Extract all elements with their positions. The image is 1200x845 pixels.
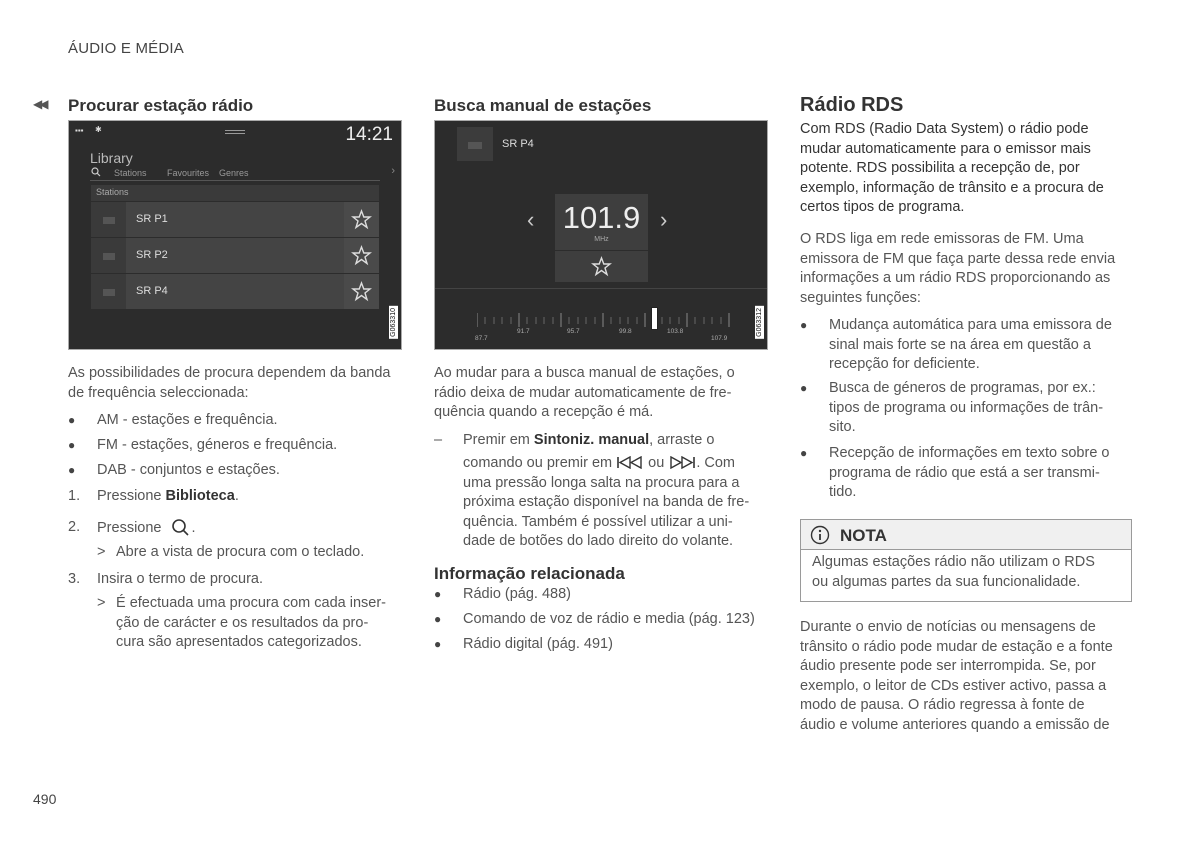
step-end: . [191, 520, 196, 536]
para-line: emissora de FM que faça parte dessa rede envia [800, 250, 1116, 267]
star-icon[interactable] [555, 251, 648, 282]
lead-line: exemplo, informação de trânsito e a procura de [800, 179, 1104, 196]
star-icon[interactable] [344, 238, 379, 273]
lead-line: potente. RDS possibilita a recepção de, por [800, 160, 1080, 176]
bullet: ● [68, 438, 76, 452]
frequency-scale[interactable] [477, 311, 730, 331]
body-line: quência quando a recepção é má. [434, 404, 654, 420]
list-item [800, 316, 807, 336]
step-line: próxima estação disponível na banda de fre- [463, 494, 750, 510]
result-marker: > [97, 544, 106, 560]
station-row[interactable] [91, 202, 379, 237]
list-item-line: Busca de géneros de programas, por ex.: [829, 380, 1096, 396]
info-icon [810, 525, 830, 550]
final-line: exemplo, o leitor de CDs estiver activo, passa a [800, 677, 1107, 694]
step-end: . [234, 488, 239, 504]
step-line: dade de botões do lado direito do volante. [463, 533, 734, 549]
para-line: informações a um rádio RDS proporcionando as [800, 270, 1111, 286]
related-link[interactable]: Rádio digital (pág. 491) [463, 636, 613, 652]
step-text: Pressione [97, 520, 162, 536]
scale-label: 107.9 [711, 335, 728, 342]
step-result-line: É efectuada uma procura com cada inser- [116, 595, 386, 611]
chevron-right-icon[interactable]: › [660, 207, 668, 232]
ui-term: Biblioteca [165, 488, 235, 504]
station-row[interactable] [91, 238, 379, 273]
search-station-title: Procurar estação rádio [68, 96, 254, 115]
handle-bar[interactable] [225, 130, 245, 131]
step-text: ou [648, 455, 665, 471]
note-line: ou algumas partes da sua funcionalidade. [812, 573, 1081, 590]
bullet: ● [68, 413, 76, 427]
step-number: 2. [68, 519, 81, 535]
list-item [800, 444, 807, 464]
list-item [800, 379, 807, 399]
radio-icon [103, 217, 115, 224]
step-text: comando ou premir em [463, 455, 613, 471]
list-item-line: tido. [829, 484, 857, 500]
bluetooth-icon: ✱ [95, 125, 102, 134]
lead-line: Com RDS (Radio Data System) o rádio pode [800, 121, 1089, 137]
divider [435, 288, 767, 289]
stations-section-label: Stations [96, 187, 129, 197]
list-item [68, 461, 75, 481]
note-line: Algumas estações rádio não utilizam o RDS [812, 554, 1095, 570]
list-item-line: sinal mais forte se na área em questão a [829, 336, 1091, 353]
final-line: áudio e volume anteriores quando a emissão de [800, 716, 1110, 733]
ui-term: Sintoniz. manual [533, 432, 650, 448]
body-line: rádio deixa de mudar automaticamente de fre- [434, 384, 732, 401]
bullet: ● [68, 463, 76, 477]
scale-label: 95.7 [567, 328, 580, 335]
step-line: uma pressão longa salta na procura para a [463, 474, 740, 491]
rds-title: Rádio RDS [800, 94, 904, 116]
chevron-left-icon[interactable]: ‹ [527, 207, 535, 232]
step-text: Premir em [463, 432, 530, 448]
star-icon[interactable] [344, 202, 379, 237]
bullet: ● [800, 381, 808, 395]
station-row[interactable] [91, 274, 379, 309]
list-item-text: DAB - conjuntos e estações. [97, 462, 280, 478]
scale-label: 103.8 [667, 328, 684, 335]
scale-label: 99.8 [619, 328, 632, 335]
related-link[interactable]: Comando de voz de rádio e media (pág. 123) [463, 611, 755, 627]
step-text: . Com [696, 455, 735, 471]
final-line: modo de pausa. O rádio regressa à fonte de [800, 697, 1085, 713]
double-left-arrow-icon: ◀◀ [33, 97, 46, 111]
list-item-line: programa de rádio que está a ser transmi- [829, 464, 1100, 481]
list-item-line: Mudança automática para uma emissora de [829, 317, 1112, 333]
list-item-text: AM - estações e frequência. [97, 412, 278, 428]
manual-search-title: Busca manual de estações [434, 96, 652, 115]
clock: 14:21 [345, 124, 393, 145]
list-item [434, 585, 441, 605]
frequency-display[interactable] [555, 194, 648, 250]
step-number: 1. [68, 488, 81, 504]
divider [90, 180, 380, 181]
section-label-bg [91, 185, 379, 201]
search-icon[interactable] [91, 167, 101, 179]
station-name: SR P1 [136, 213, 168, 225]
manual-tuning-screen [434, 120, 768, 350]
list-item [68, 411, 75, 431]
handle-bar-line [225, 133, 245, 134]
station-name: SR P2 [136, 249, 168, 261]
frequency-unit: MHz [594, 236, 609, 243]
final-line: Durante o envio de notícias ou mensagens de [800, 619, 1096, 635]
scale-label: 87.7 [475, 335, 488, 342]
step-3: Insira o termo de procura. [97, 571, 264, 587]
search-icon [170, 518, 192, 543]
lead-line: certos tipos de programa. [800, 199, 965, 215]
dash-marker: – [434, 432, 443, 448]
list-item-text: FM - estações, géneros e frequência. [97, 437, 338, 453]
figure-id: G063310 [390, 308, 397, 337]
step-result-line: cura são apresentados categorizados. [116, 634, 362, 650]
step-result: Abre a vista de procura com o teclado. [116, 544, 365, 560]
chevron-right-icon[interactable]: › [391, 165, 395, 177]
tab-genres[interactable]: Genres [219, 168, 249, 178]
step-line: quência. Também é possível utilizar a uni- [463, 513, 733, 530]
bullet: ● [434, 637, 442, 651]
list-item [68, 436, 75, 456]
list-item-line: Recepção de informações em texto sobre o [829, 445, 1110, 461]
tuning-needle[interactable] [651, 307, 658, 330]
tab-favourites[interactable]: Favourites [167, 168, 210, 178]
related-link[interactable]: Rádio (pág. 488) [463, 586, 572, 602]
para-line: seguintes funções: [800, 289, 921, 306]
final-line: trânsito o rádio pode mudar de estação e a fonte [800, 638, 1113, 655]
list-item-line: sito. [829, 419, 856, 435]
radio-icon [103, 253, 115, 260]
step-1 [97, 487, 239, 507]
radio-icon [103, 289, 115, 296]
final-line: áudio presente pode ser interrompida. Se, por [800, 658, 1096, 674]
star-icon[interactable] [344, 274, 379, 309]
library-screen [68, 120, 402, 350]
list-item-line: tipos de programa ou informações de trân- [829, 399, 1104, 416]
step-text: , arraste o [649, 432, 715, 448]
step-line [463, 454, 735, 476]
related-title: Informação relacionada [434, 564, 625, 583]
note-box [800, 519, 1132, 602]
scale-label: 91.7 [517, 328, 530, 335]
list-item-line: recepção for deficiente. [829, 356, 980, 372]
note-title: NOTA [840, 526, 887, 545]
lead-line: mudar automaticamente para o emissor mais [800, 140, 1091, 157]
tab-stations[interactable]: Stations [114, 168, 147, 178]
signal-icon: ▪▪▪ [75, 126, 84, 135]
step-text: Pressione [97, 488, 162, 504]
library-label: Library [90, 150, 133, 166]
step-line [463, 431, 714, 451]
frequency-value: 101.9 [562, 200, 641, 235]
section-header: ÁUDIO E MÉDIA [68, 40, 184, 57]
result-marker: > [97, 595, 106, 611]
station-name: SR P4 [502, 138, 534, 150]
list-item [434, 610, 441, 630]
bullet: ● [434, 587, 442, 601]
step-number: 3. [68, 571, 81, 587]
list-item [434, 635, 441, 655]
bullet: ● [800, 318, 808, 332]
station-logo [457, 127, 493, 161]
body-line: Ao mudar para a busca manual de estações, o [434, 365, 735, 381]
search-intro: As possibilidades de procura dependem da banda de frequência seleccionada: [68, 365, 391, 401]
step-result-line: ção de carácter e os resultados da pro- [116, 614, 369, 631]
bullet: ● [434, 612, 442, 626]
step-2 [97, 518, 196, 543]
page-number: 490 [33, 791, 57, 807]
bullet: ● [800, 446, 808, 460]
para-line: O RDS liga em rede emissoras de FM. Uma [800, 231, 1084, 247]
radio-icon [468, 142, 482, 149]
figure-id: G063312 [756, 308, 763, 337]
station-name: SR P4 [136, 285, 168, 297]
